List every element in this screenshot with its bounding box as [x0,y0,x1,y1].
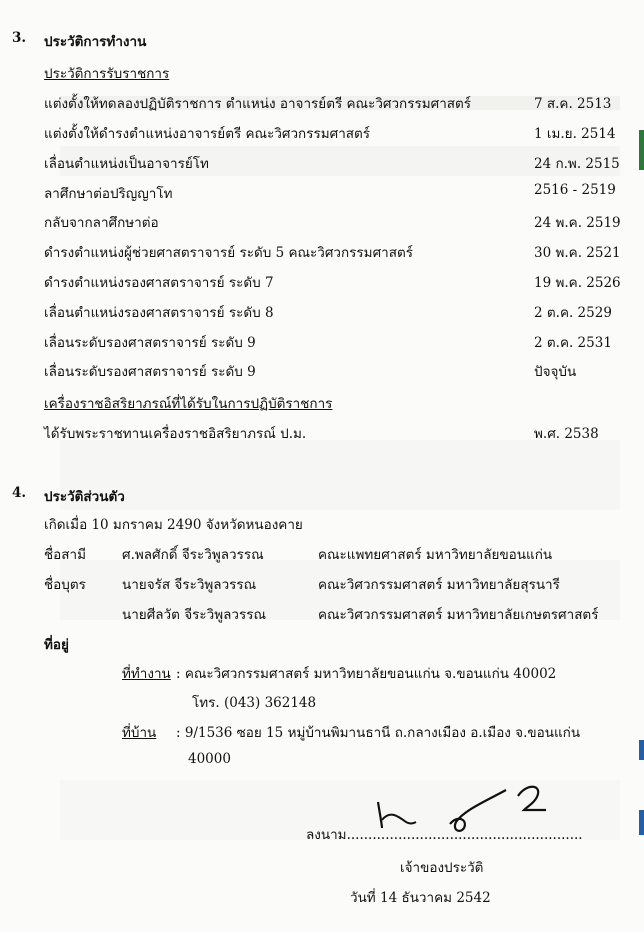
sign-line: ลงนาม....................................................... [306,827,583,843]
service-row-text: เลื่อนระดับรองศาสตราจารย์ ระดับ 9 [44,364,256,380]
service-row-text: เลื่อนตำแหน่งเป็นอาจารย์โท [44,156,209,172]
spouse-org: คณะแพทยศาสตร์ มหาวิทยาลัยขอนแก่น [318,547,553,563]
home-zip: 40000 [188,751,231,767]
page-edge-mark [639,740,644,760]
work-label: ที่ทำงาน [122,666,171,682]
service-row-date: 1 เม.ย. 2514 [534,126,616,142]
service-row-date: 24 ก.พ. 2515 [534,156,620,172]
owner-label: เจ้าของประวัติ [400,860,484,876]
section-title: ประวัติส่วนตัว [44,489,125,505]
service-row-date: 7 ส.ค. 2513 [534,96,612,112]
service-row-text: ลาศึกษาต่อปริญญาโท [44,186,173,202]
child-name: นายจรัส จีระวิพูลวรรณ [122,577,257,593]
section-number: 4. [12,485,27,501]
home-label: ที่บ้าน [122,725,157,741]
service-row-date: 2516 - 2519 [534,182,616,198]
bleed-through [60,440,620,510]
service-row-text: แต่งตั้งให้ดำรงตำแหน่งอาจารย์ตรี คณะวิศวกรรมศาสตร์ [44,126,371,142]
child-org: คณะวิศวกรรมศาสตร์ มหาวิทยาลัยสุรนารี [318,577,560,593]
children-label: ชื่อบุตร [44,577,86,593]
service-row-text: เลื่อนตำแหน่งรองศาสตราจารย์ ระดับ 8 [44,305,274,321]
decoration-date: พ.ศ. 2538 [534,426,599,442]
page-edge-mark [639,810,644,835]
service-row-text: เลื่อนระดับรองศาสตราจารย์ ระดับ 9 [44,335,256,351]
service-row-text: ดำรงตำแหน่งผู้ช่วยศาสตราจารย์ ระดับ 5 คณะวิศวกรรมศาสตร์ [44,245,413,261]
service-row-date: 19 พ.ค. 2526 [534,275,621,291]
birth-info: เกิดเมื่อ 10 มกราคม 2490 จังหวัดหนองคาย [44,517,303,533]
decoration-heading: เครื่องราชอิสริยาภรณ์ที่ได้รับในการปฏิบัติราชการ [44,396,333,412]
service-row-date: ปัจจุบัน [534,364,577,380]
address-label: ที่อยู่ [44,637,69,653]
work-address: : คณะวิศวกรรมศาสตร์ มหาวิทยาลัยขอนแก่น จ.ขอนแก่น 40002 [176,666,557,682]
spouse-label: ชื่อสามี [44,547,86,563]
spouse-name: ศ.พลศักดิ์ จีระวิพูลวรรณ [122,547,264,563]
page-edge-mark [639,130,644,170]
child-name: นายศีลวัต จีระวิพูลวรรณ [122,607,266,623]
home-address: : 9/1536 ซอย 15 หมู่บ้านพิมานธานี ถ.กลางเมือง อ.เมือง จ.ขอนแก่น [176,725,581,741]
service-row-text: แต่งตั้งให้ทดลองปฏิบัติราชการ ตำแหน่ง อาจารย์ตรี คณะวิศวกรรมศาสตร์ [44,96,472,112]
decoration-text: ได้รับพระราชทานเครื่องราชอิสริยาภรณ์ ป.ม. [44,426,307,442]
child-org: คณะวิศวกรรมศาสตร์ มหาวิทยาลัยเกษตรศาสตร์ [318,607,599,623]
service-heading: ประวัติการรับราชการ [44,66,170,82]
service-row-date: 24 พ.ค. 2519 [534,215,621,231]
service-row-text: ดำรงตำแหน่งรองศาสตราจารย์ ระดับ 7 [44,275,274,291]
service-row-date: 30 พ.ค. 2521 [534,245,621,261]
work-phone: โทร. (043) 362148 [192,695,317,711]
signature-date: วันที่ 14 ธันวาคม 2542 [350,890,491,906]
service-row-text: กลับจากลาศึกษาต่อ [44,215,159,231]
service-row-date: 2 ต.ค. 2529 [534,305,612,321]
section-number: 3. [12,30,27,46]
service-row-date: 2 ต.ค. 2531 [534,335,612,351]
section-title: ประวัติการทำงาน [44,34,147,50]
